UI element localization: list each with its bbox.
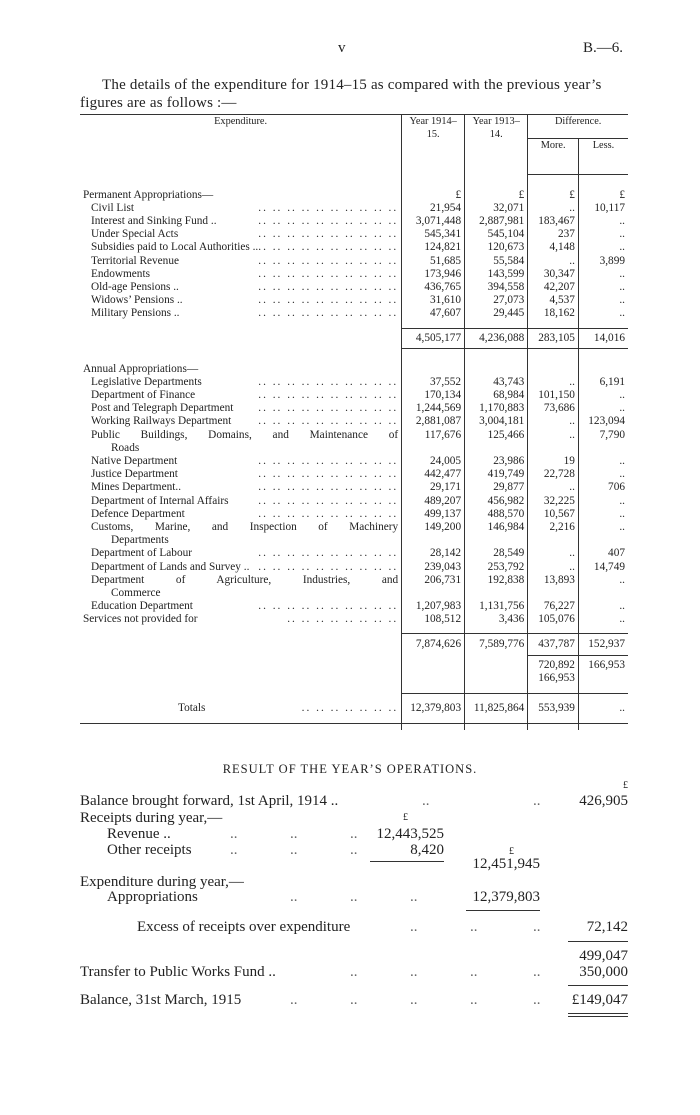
value-1914-15: 3,071,448 [402,215,465,228]
value-1914-15: 149,200 [402,521,465,547]
value-more: 2,216 [528,521,579,547]
section-heading: Permanent Appropriations— [83,188,214,201]
other-receipts-value: 8,420 [410,842,444,858]
annual-subtotal-row: 7,874,626 7,589,776 437,787 152,937 [80,634,628,656]
value-more: .. [528,255,579,268]
expenditure-heading: Expenditure during year,— [80,874,244,890]
table-row: Department of Lands and Survey .. .. .. .. .. .. .. .. .. .. .. 239,043 253,792 .. 14,749 [80,561,628,574]
value-1914-15: 173,946 [402,268,465,281]
balance-end-label: Balance, 31st March, 1915 [80,992,242,1008]
value-1913-14: 28,549 [465,547,528,560]
page-reference: B.—6. [583,40,624,56]
value-more: 18,162 [528,307,579,320]
section-heading: Annual Appropriations— [83,362,199,375]
row-label: Customs, Marine, and Inspection of Machinery [91,520,399,533]
value-1913-14: 27,073 [465,294,528,307]
value-less: .. [578,508,628,521]
value-1913-14: 120,673 [465,241,528,254]
transfer-value: 350,000 [579,964,628,980]
value-1913-14: 125,466 [465,429,528,455]
value-less: .. [578,574,628,600]
value-more: 32,225 [528,495,579,508]
row-label: Mines Department.. [91,481,182,494]
value-1914-15: 206,731 [402,574,465,600]
row-label: Department of Agriculture, Industries, and [91,573,399,586]
value-1913-14: 488,570 [465,508,528,521]
table-row: Working Railways Department .. .. .. .. .. .. .. .. .. .. 2,881,087 3,004,181 .. 123,094 [80,415,628,428]
table-row: Territorial Revenue .. .. .. .. .. .. .. .. .. .. 51,685 55,584 .. 3,899 [80,255,628,268]
value-more: 101,150 [528,389,579,402]
revenue-value: 12,443,525 [376,826,444,842]
table-row [80,574,628,600]
header-expenditure: Expenditure. [80,115,402,175]
row-label: Defence Department [91,507,185,520]
row-label: Public Buildings, Domains, and Maintenance of [91,428,399,441]
row-label: Civil List [91,201,134,214]
value-more: 183,467 [528,215,579,228]
other-receipts-label: Other receipts [107,842,192,858]
table-row: Department of Internal Affairs .. .. .. .. .. .. .. .. .. .. 489,207 456,982 32,225 .. [80,495,628,508]
value-1913-14: 146,984 [465,521,528,547]
value-1913-14: 394,558 [465,281,528,294]
expenditure-table [80,114,628,730]
value-less: .. [578,307,628,320]
row-label: Department of Lands and Survey .. [91,560,250,573]
value-less: 706 [578,481,628,494]
combined-row: 720,892 166,953 166,953 [80,656,628,694]
permanent-heading-row: Permanent Appropriations— £ £ £ £ [80,189,628,202]
value-more: .. [528,547,579,560]
header-more: More. [528,139,579,175]
value-1913-14: 143,599 [465,268,528,281]
table-row: Department of Finance .. .. .. .. .. .. .. .. .. .. 170,134 68,984 101,150 .. [80,389,628,402]
value-1914-15: 1,207,983 [402,600,465,613]
value-1913-14: 2,887,981 [465,215,528,228]
table-row: Under Special Acts .. .. .. .. .. .. .. .. .. .. 545,341 545,104 237 .. [80,228,628,241]
value-1913-14: 43,743 [465,376,528,389]
value-1914-15: 47,607 [402,307,465,320]
balance-brought-forward-label: Balance brought forward, 1st April, 1914 .. [80,793,339,809]
table-row: Endowments .. .. .. .. .. .. .. .. .. .. 173,946 143,599 30,347 .. [80,268,628,281]
value-less: .. [578,241,628,254]
value-1914-15: 545,341 [402,228,465,241]
value-less: 3,899 [578,255,628,268]
excess-value: 72,142 [586,919,628,935]
value-less: .. [578,294,628,307]
value-less: .. [578,600,628,613]
row-label: Native Department [91,454,178,467]
table-row: Subsidies paid to Local Authorities .. .. .. .. .. .. .. .. .. .. .. 124,821 120,673 4,148 .. [80,241,628,254]
value-less: 10,117 [578,202,628,215]
row-label: Education Department [91,600,193,613]
permanent-subtotal-row: 4,505,177 4,236,088 283,105 14,016 [80,329,628,349]
excess-label: Excess of receipts over expenditure [137,919,351,935]
value-1914-15: 2,881,087 [402,415,465,428]
value-1914-15: 21,954 [402,202,465,215]
value-1914-15: 1,244,569 [402,402,465,415]
value-less: 7,790 [578,429,628,455]
row-label-continued: Roads [111,441,140,454]
balance-brought-forward-value: 426,905 [579,793,628,809]
value-less: .. [578,228,628,241]
value-1914-15: 28,142 [402,547,465,560]
value-more: 73,686 [528,402,579,415]
value-1913-14: 253,792 [465,561,528,574]
row-label: Territorial Revenue [91,254,179,267]
header-difference: Difference. [528,115,628,139]
value-1914-15: 442,477 [402,468,465,481]
row-label: Military Pensions .. [91,307,180,320]
row-label: Interest and Sinking Fund .. [91,214,217,227]
value-more: .. [528,376,579,389]
value-1914-15: 124,821 [402,241,465,254]
appropriations-label: Appropriations [107,889,198,905]
value-1913-14: 1,131,756 [465,600,528,613]
table-row [80,429,628,455]
value-less: .. [578,468,628,481]
value-1913-14: 32,071 [465,202,528,215]
value-less: .. [578,521,628,547]
value-1914-15: 239,043 [402,561,465,574]
result-title: RESULT OF THE YEAR’S OPERATIONS. [222,762,478,776]
row-label: Department of Finance [91,388,196,401]
row-label: Widows’ Pensions .. [91,294,183,307]
value-less: .. [578,281,628,294]
value-1913-14: 23,986 [465,455,528,468]
value-1914-15: 436,765 [402,281,465,294]
value-1913-14: 419,749 [465,468,528,481]
balance-end-value: £149,047 [571,992,628,1008]
value-more: .. [528,561,579,574]
value-more: 22,728 [528,468,579,481]
value-more: 19 [528,455,579,468]
value-less: .. [578,268,628,281]
revenue-label: Revenue .. [107,826,171,842]
value-more: 30,347 [528,268,579,281]
row-label-continued: Commerce [111,586,161,599]
value-1914-15: 31,610 [402,294,465,307]
table-row: Old-age Pensions .. .. .. .. .. .. .. .. .. .. .. 436,765 394,558 42,207 .. [80,281,628,294]
table-row: Department of Labour .. .. .. .. .. .. .. .. .. .. 28,142 28,549 .. 407 [80,547,628,560]
row-label-continued: Departments [111,534,169,547]
table-row: Mines Department.. .. .. .. .. .. .. .. .. .. .. 29,171 29,877 .. 706 [80,481,628,494]
header-less: Less. [578,139,628,175]
receipts-heading: Receipts during year,— [80,810,223,826]
table-row: Defence Department .. .. .. .. .. .. .. .. .. .. 499,137 488,570 10,567 .. [80,508,628,521]
transfer-label: Transfer to Public Works Fund .. [80,964,276,980]
value-more: .. [528,481,579,494]
row-label: Department of Labour [91,547,193,560]
value-1913-14: 1,170,883 [465,402,528,415]
value-1913-14: 29,877 [465,481,528,494]
value-more: 4,537 [528,294,579,307]
value-1914-15: 24,005 [402,455,465,468]
value-1914-15: 37,552 [402,376,465,389]
table-row: Post and Telegraph Department .. .. .. .. .. .. .. .. .. .. 1,244,569 1,170,883 73,686 .. [80,402,628,415]
value-less: 14,749 [578,561,628,574]
table-row: Widows’ Pensions .. .. .. .. .. .. .. .. .. .. .. 31,610 27,073 4,537 .. [80,294,628,307]
row-label: Subsidies paid to Local Authorities .. [91,241,259,254]
value-more: 42,207 [528,281,579,294]
value-1914-15: 489,207 [402,495,465,508]
header-year-1914-15: Year 1914–15. [402,115,465,175]
value-1914-15: 170,134 [402,389,465,402]
value-1914-15: 51,685 [402,255,465,268]
value-less: .. [578,402,628,415]
value-1913-14: 545,104 [465,228,528,241]
table-row: Legislative Departments .. .. .. .. .. .. .. .. .. .. 37,552 43,743 .. 6,191 [80,376,628,389]
value-1913-14: 55,584 [465,255,528,268]
intro-paragraph: The details of the expenditure for 1914–15 as compared with the previous year’s figures are as follows :— [80,77,602,111]
table-row: Interest and Sinking Fund .. .. .. .. .. .. .. .. .. .. .. 3,071,448 2,887,981 183,467 .. [80,215,628,228]
value-1913-14: 68,984 [465,389,528,402]
row-label: Working Railways Department [91,415,232,428]
value-less: 123,094 [578,415,628,428]
value-1914-15: 29,171 [402,481,465,494]
value-less: 407 [578,547,628,560]
value-less: 6,191 [578,376,628,389]
table-row: Justice Department .. .. .. .. .. .. .. .. .. .. 442,477 419,749 22,728 .. [80,468,628,481]
value-more: .. [528,429,579,455]
value-less: .. [578,215,628,228]
value-more: 13,893 [528,574,579,600]
value-1914-15: 499,137 [402,508,465,521]
row-label: Justice Department [91,468,178,481]
table-row [80,521,628,547]
header-year-1913-14: Year 1913–14. [465,115,528,175]
row-label: Department of Internal Affairs [91,494,229,507]
value-less: .. [578,495,628,508]
row-label: Post and Telegraph Department [91,402,234,415]
value-1913-14: 192,838 [465,574,528,600]
table-row: Native Department .. .. .. .. .. .. .. .. .. .. 24,005 23,986 19 .. [80,455,628,468]
value-1914-15: 117,676 [402,429,465,455]
value-less: .. [578,389,628,402]
appropriations-value: 12,379,803 [472,889,540,905]
annual-heading-row [80,363,628,376]
totals-label: Totals [178,701,206,714]
value-more: .. [528,202,579,215]
table-row: Civil List .. .. .. .. .. .. .. .. .. .. 21,954 32,071 .. 10,117 [80,202,628,215]
table-row: Education Department .. .. .. .. .. .. .. .. .. .. 1,207,983 1,131,756 76,227 .. [80,600,628,613]
value-1913-14: 29,445 [465,307,528,320]
value-more: 237 [528,228,579,241]
row-label: Old-age Pensions .. [91,280,179,293]
value-1913-14: 456,982 [465,495,528,508]
sum-value: 499,047 [579,948,628,964]
row-label: Legislative Departments [91,375,202,388]
value-less: .. [578,455,628,468]
totals-row: Totals .. .. .. .. .. .. .. 12,379,803 11,825,864 553,939 .. [80,694,628,724]
table-row: Services not provided for .. .. .. .. .. .. .. .. 108,512 3,436 105,076 .. [80,613,628,626]
value-1913-14: 3,004,181 [465,415,528,428]
row-label: Endowments [91,267,150,280]
value-more: 10,567 [528,508,579,521]
row-label: Under Special Acts [91,228,179,241]
value-more: .. [528,415,579,428]
value-more: 76,227 [528,600,579,613]
table-row: Military Pensions .. .. .. .. .. .. .. .. .. .. .. 47,607 29,445 18,162 .. [80,307,628,320]
page-number: v [338,40,346,56]
value-more: 4,148 [528,241,579,254]
receipts-total-value: 12,451,945 [472,856,540,872]
